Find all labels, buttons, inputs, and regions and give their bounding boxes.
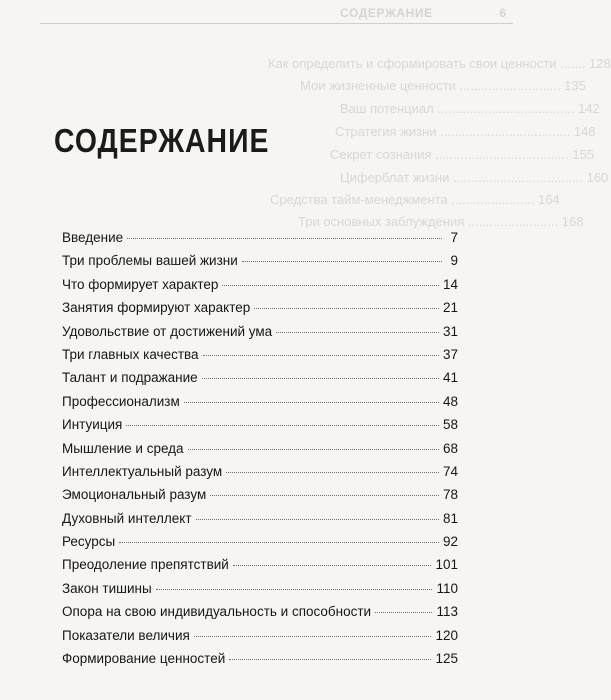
toc-entry-page: 14 — [442, 276, 458, 292]
toc-entry-label: Ресурсы — [62, 534, 116, 550]
toc-entry[interactable] — [62, 487, 458, 510]
toc-entry-label: Формирование ценностей — [62, 651, 226, 667]
toc-entry-label: Интеллектуальный разум — [62, 463, 223, 479]
toc-entry[interactable] — [62, 581, 458, 604]
header-rule — [40, 23, 513, 24]
toc-leader-dots — [188, 448, 439, 450]
toc-entry-page: 41 — [442, 370, 458, 386]
toc-leader-dots — [126, 424, 439, 426]
toc-entry[interactable] — [62, 441, 458, 464]
toc-entry-page: 37 — [442, 346, 458, 362]
toc-entry[interactable] — [62, 604, 458, 627]
toc-leader-dots — [242, 260, 442, 262]
toc-entry-page: 21 — [442, 300, 458, 316]
toc-entry-label: Эмоциональный разум — [62, 487, 207, 503]
bleed-line: Мои жизненные ценности ............................ 135 — [300, 78, 586, 93]
toc-leader-dots — [233, 564, 432, 566]
toc-entry[interactable] — [62, 370, 458, 393]
toc-entry[interactable] — [62, 277, 458, 300]
toc-entry-page: 78 — [442, 487, 458, 503]
toc-entry-label: Интуиция — [62, 417, 123, 433]
toc-entry-page: 68 — [442, 440, 458, 456]
bleed-line: Как определить и сформировать свои ценности ....... 128 — [268, 56, 611, 71]
toc-entry[interactable] — [62, 417, 458, 440]
toc-entry-page: 113 — [436, 604, 458, 620]
toc-leader-dots — [203, 354, 439, 356]
toc-entry-label: Профессионализм — [62, 393, 180, 409]
toc-leader-dots — [184, 401, 439, 403]
toc-entry-label: Опора на свою индивидуальность и способности — [62, 604, 372, 620]
toc-leader-dots — [375, 611, 432, 613]
toc-entry-page: 110 — [436, 580, 458, 596]
toc-entry-label: Удовольствие от достижений ума — [62, 323, 273, 339]
toc-entry-label: Закон тишины — [62, 580, 152, 596]
toc-entry-label: Духовный интеллект — [62, 510, 192, 526]
toc-entry-label: Занятия формируют характер — [62, 300, 251, 316]
toc-entry[interactable] — [62, 324, 458, 347]
toc-leader-dots — [127, 237, 442, 239]
toc-entry-page: 101 — [435, 557, 458, 573]
bleed-line: Средства тайм-менеджмента ....................... 164 — [270, 192, 560, 207]
toc-entry-page: 9 — [450, 253, 458, 269]
toc-entry[interactable] — [62, 511, 458, 534]
page-number: 6 — [499, 6, 506, 20]
toc-leader-dots — [222, 284, 439, 286]
toc-entry-page: 125 — [435, 651, 458, 667]
page-title: СОДЕРЖАНИЕ — [54, 122, 270, 159]
toc-entry[interactable] — [62, 628, 458, 651]
toc-entry-page: 74 — [442, 463, 458, 479]
toc-entry[interactable] — [62, 534, 458, 557]
toc-leader-dots — [229, 658, 431, 660]
toc-entry-page: 92 — [442, 534, 458, 550]
toc-leader-dots — [196, 518, 439, 520]
bleed-line: Секрет сознания ..................................... 155 — [330, 147, 595, 162]
toc-leader-dots — [210, 494, 439, 496]
toc-entry-label: Мышление и среда — [62, 440, 184, 456]
toc-entry-label: Талант и подражание — [62, 370, 198, 386]
toc-entry-page: 120 — [435, 627, 458, 643]
toc-entry[interactable] — [62, 651, 458, 674]
toc-entry[interactable] — [62, 253, 458, 276]
toc-entry-label: Преодоление препятствий — [62, 557, 229, 573]
toc-leader-dots — [276, 331, 439, 333]
bleed-line: Три основных заблуждения ......................... 168 — [298, 214, 584, 229]
toc-entry-page: 58 — [442, 417, 458, 433]
running-header — [340, 6, 506, 22]
toc-leader-dots — [202, 377, 439, 379]
toc-entry[interactable] — [62, 557, 458, 580]
toc-leader-dots — [156, 588, 433, 590]
toc-entry-label: Показатели величия — [62, 627, 190, 643]
bleed-line: Циферблат жизни .................................... 160 — [340, 170, 609, 185]
toc-entry[interactable] — [62, 300, 458, 323]
toc-entry-label: Введение — [62, 230, 124, 245]
toc-entry[interactable] — [62, 394, 458, 417]
toc-entry-label: Три главных качества — [62, 346, 199, 362]
toc-entry-page: 7 — [450, 230, 458, 245]
toc-entry[interactable] — [62, 230, 458, 253]
toc-entry-label: Три проблемы вашей жизни — [62, 253, 238, 269]
toc-entry-page: 48 — [442, 393, 458, 409]
toc-entry[interactable] — [62, 464, 458, 487]
toc-entry-page: 81 — [442, 510, 458, 526]
table-of-contents — [62, 230, 458, 674]
toc-leader-dots — [119, 541, 439, 543]
toc-leader-dots — [226, 471, 439, 473]
bleed-line: Ваш потенциал ...................................... 142 — [340, 101, 600, 116]
toc-leader-dots — [194, 635, 432, 637]
running-title: СОДЕРЖАНИЕ — [340, 6, 433, 20]
toc-entry-page: 31 — [442, 323, 458, 339]
toc-leader-dots — [254, 307, 439, 309]
toc-entry[interactable] — [62, 347, 458, 370]
toc-entry-label: Что формирует характер — [62, 276, 219, 292]
bleed-line: Стратегия жизни .................................... 148 — [335, 124, 596, 139]
